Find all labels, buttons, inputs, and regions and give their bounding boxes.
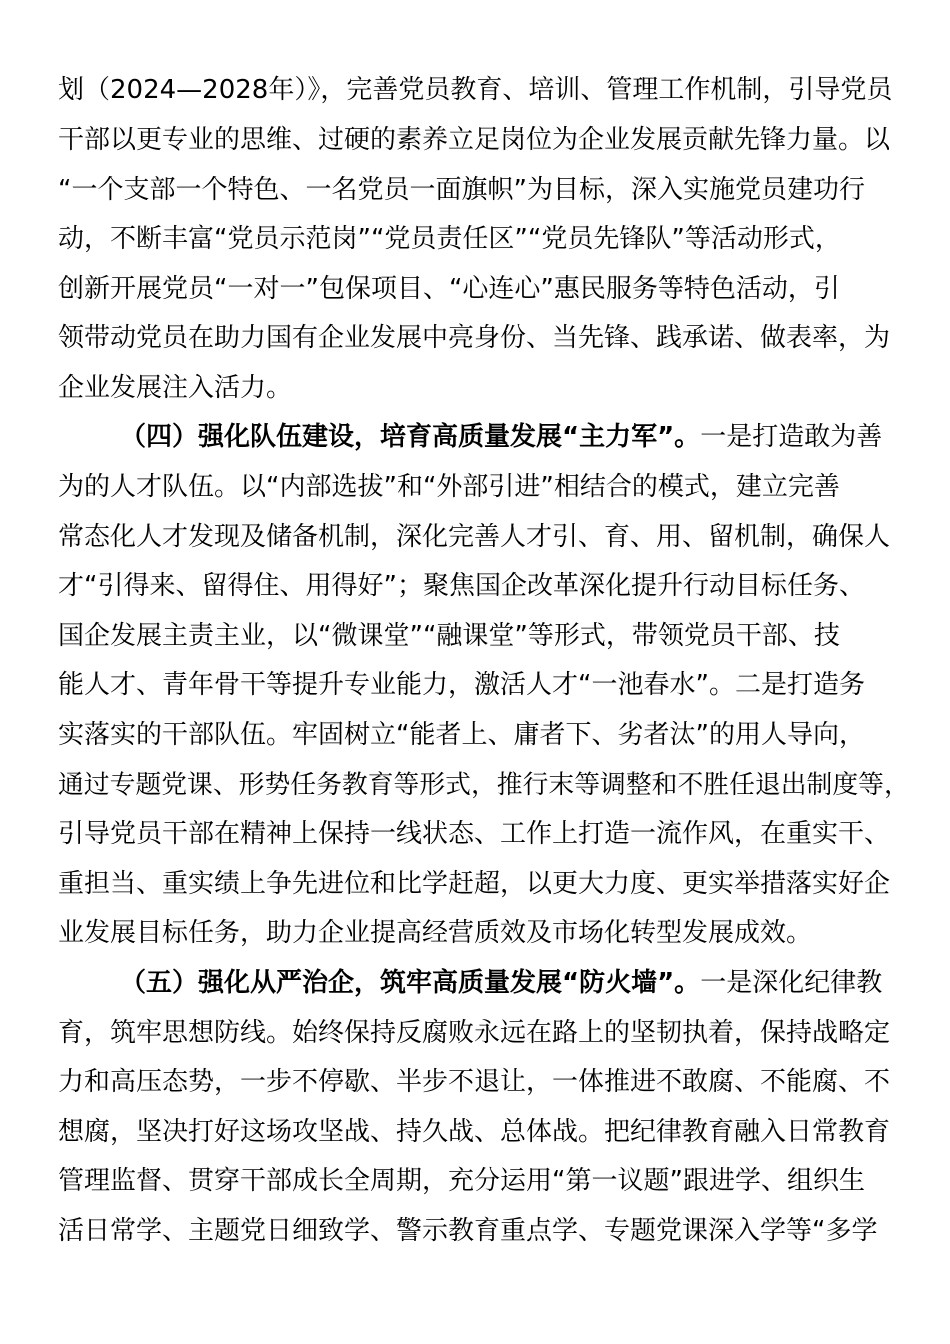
body-line: 划（2024—2028年）》，完善党员教育、培训、管理工作机制，引导党员 (58, 75, 893, 105)
body-line: 能人才、青年骨干等提升专业能力，激活人才“一池春水”。二是打造务 (58, 670, 865, 700)
body-line: 常态化人才发现及储备机制，深化完善人才引、育、用、留机制，确保人 (58, 522, 891, 552)
body-line: 引导党员干部在精神上保持一线状态、工作上打造一流作风，在重实干、 (58, 819, 891, 849)
section-4-heading: （四）强化队伍建设，培育高质量发展“主力军”。 (120, 422, 701, 452)
body-line: 国企发展主责主业，以“微课堂”“融课堂”等形式，带领党员干部、技 (58, 621, 840, 651)
body-line: 动，不断丰富“党员示范岗”“党员责任区”“党员先锋队”等活动形式， (58, 224, 841, 254)
section-4-text: 一是打造敢为善 (700, 422, 883, 452)
body-line: 实落实的干部队伍。牢固树立“能者上、庸者下、劣者汰”的用人导向， (58, 720, 865, 750)
body-line: 通过专题党课、形势任务教育等形式，推行末等调整和不胜任退出制度等， (58, 770, 910, 800)
section-5-text: 一是深化纪律教 (700, 968, 883, 998)
body-line: 活日常学、主题党日细致学、警示教育重点学、专题党课深入学等“多学 (58, 1216, 878, 1246)
body-line: 干部以更专业的思维、过硬的素养立足岗位为企业发展贡献先锋力量。以 (58, 125, 891, 155)
section-5-heading: （五）强化从严治企，筑牢高质量发展“防火墙”。 (120, 968, 701, 998)
body-line: 领带动党员在助力国有企业发展中亮身份、当先锋、践承诺、做表率，为 (58, 323, 891, 353)
body-line: 创新开展党员“一对一”包保项目、“心连心”惠民服务等特色活动，引 (58, 274, 840, 304)
body-line: 企业发展注入活力。 (58, 373, 293, 403)
body-line: 业发展目标任务，助力企业提高经营质效及市场化转型发展成效。 (58, 918, 813, 948)
body-line: 育，筑牢思想防线。始终保持反腐败永远在路上的坚韧执着，保持战略定 (58, 1018, 891, 1048)
section-4-paragraph-start (120, 420, 882, 454)
body-line: 想腐，坚决打好这场攻坚战、持久战、总体战。把纪律教育融入日常教育 (58, 1117, 891, 1147)
body-line: 才“引得来、留得住、用得好”；聚焦国企改革深化提升行动目标任务、 (58, 571, 865, 601)
body-line: 管理监督、贯穿干部成长全周期，充分运用“第一议题”跟进学、组织生 (58, 1166, 865, 1196)
body-line: 重担当、重实绩上争先进位和比学赶超，以更大力度、更实举措落实好企 (58, 869, 891, 899)
body-line: 为的人才队伍。以“内部选拔”和“外部引进”相结合的模式，建立完善 (58, 472, 840, 502)
section-5-paragraph-start (120, 966, 882, 1000)
body-line: “一个支部一个特色、一名党员一面旗帜”为目标，深入实施党员建功行 (58, 175, 865, 205)
body-line: 力和高压态势，一步不停歇、半步不退让，一体推进不敢腐、不能腐、不 (58, 1067, 891, 1097)
